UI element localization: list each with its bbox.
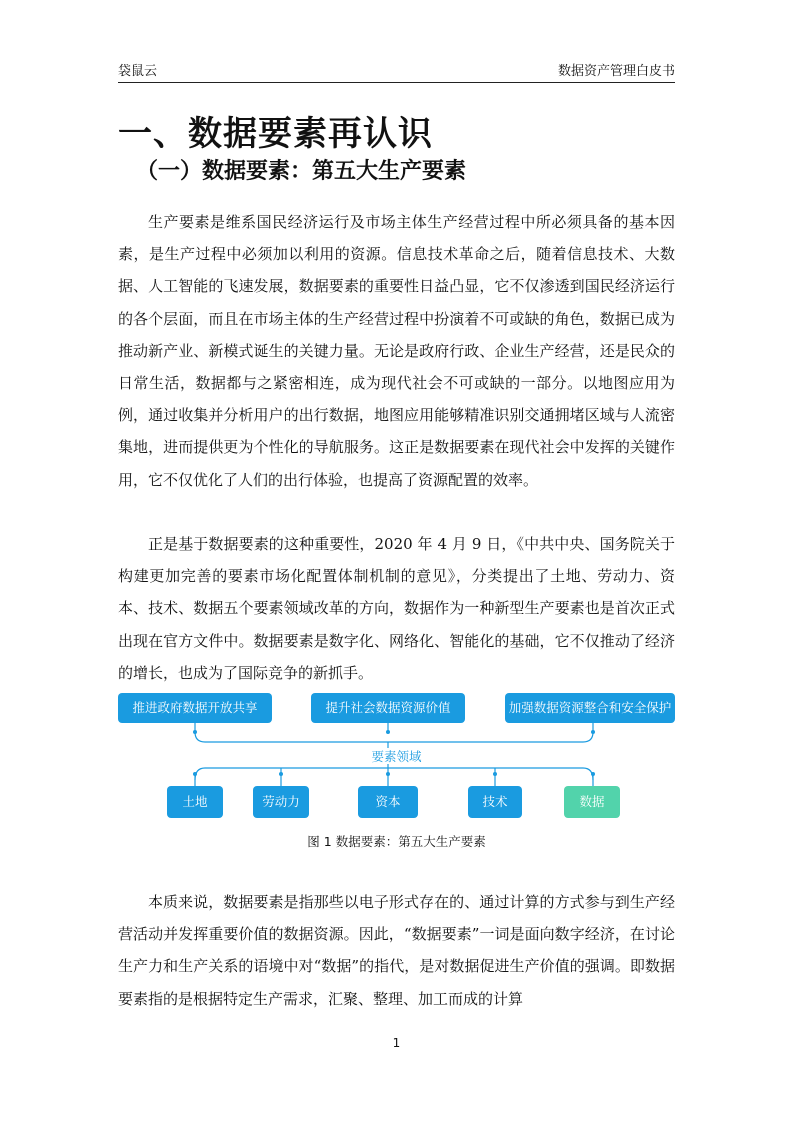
center-label <box>118 747 675 765</box>
element-data: 数据 <box>564 786 620 818</box>
top-box-social-data-value: 提升社会数据资源价值 <box>311 693 465 723</box>
element-technology: 技术 <box>468 786 522 818</box>
center-label-text: 要素领域 <box>367 749 425 764</box>
top-box-data-integration-security: 加强数据资源整合和安全保护 <box>505 693 675 723</box>
header-left-brand: 袋鼠云 <box>118 64 158 79</box>
paragraph-3: 本质来说，数据要素是指那些以电子形式存在的、通过计算的方式参与到生产经营活动并发挥重要价值的数据资源。因此，“数据要素”一词是面向数字经济，在讨论生产力和生产关系的语境中对“数据”的指代，是对数据促进生产价值的强调。即数据要素指的是根据特定生产需求，汇聚、整理、加工而成的计算 <box>118 893 675 1008</box>
page-number: 1 <box>392 1036 401 1050</box>
paragraph-1: 生产要素是维系国民经济运行及市场主体生产经营过程中所必须具备的基本因素，是生产过程中必须加以利用的资源。信息技术革命之后，随着信息技术、大数据、人工智能的飞速发展，数据要素的重要性日益凸显，它不仅渗透到国民经济运行的各个层面，而且在市场主体的生产经营过程中扮演着不可或缺的角色，数据已成为推动新产业、新模式诞生的关键力量。无论是政府行政、企业生产经营，还是民众的日常生活，数据都与之紧密相连，成为现代社会不可或缺的一部分。以地图应用为例，通过收集并分析用户的出行数据，地图应用能够精准识别交通拥堵区域与人流密集地，进而提供更为个性化的导航服务。这正是数据要素在现代社会中发挥的关键作用，它不仅优化了人们的出行体验，也提高了资源配置的效率。 <box>118 213 675 489</box>
top-box-open-gov-data: 推进政府数据开放共享 <box>118 693 272 723</box>
header-right-title: 数据资产管理白皮书 <box>557 64 675 79</box>
element-labor: 劳动力 <box>253 786 309 818</box>
section-title: 一、数据要素再认识 <box>118 114 433 154</box>
paragraph-2: 正是基于数据要素的这种重要性，2020 年 4 月 9 日，《中共中央、国务院关于构建更加完善的要素市场化配置体制机制的意见》，分类提出了土地、劳动力、资本、技术、数据五个要素领域改革的方向，数据作为一种新型生产要素也是首次正式出现在官方文件中。数据要素是数字化、网络化、智能化的基础，它不仅推动了经济的增长，也成为了国际竞争的新抓手。 <box>118 535 675 682</box>
figure-data-elements-diagram <box>118 690 675 822</box>
header-divider <box>118 82 675 83</box>
element-capital: 资本 <box>358 786 418 818</box>
element-land: 土地 <box>167 786 223 818</box>
subsection-title: （一）数据要素：第五大生产要素 <box>136 159 467 184</box>
figure-caption: 图 1 数据要素：第五大生产要素 <box>307 834 486 849</box>
